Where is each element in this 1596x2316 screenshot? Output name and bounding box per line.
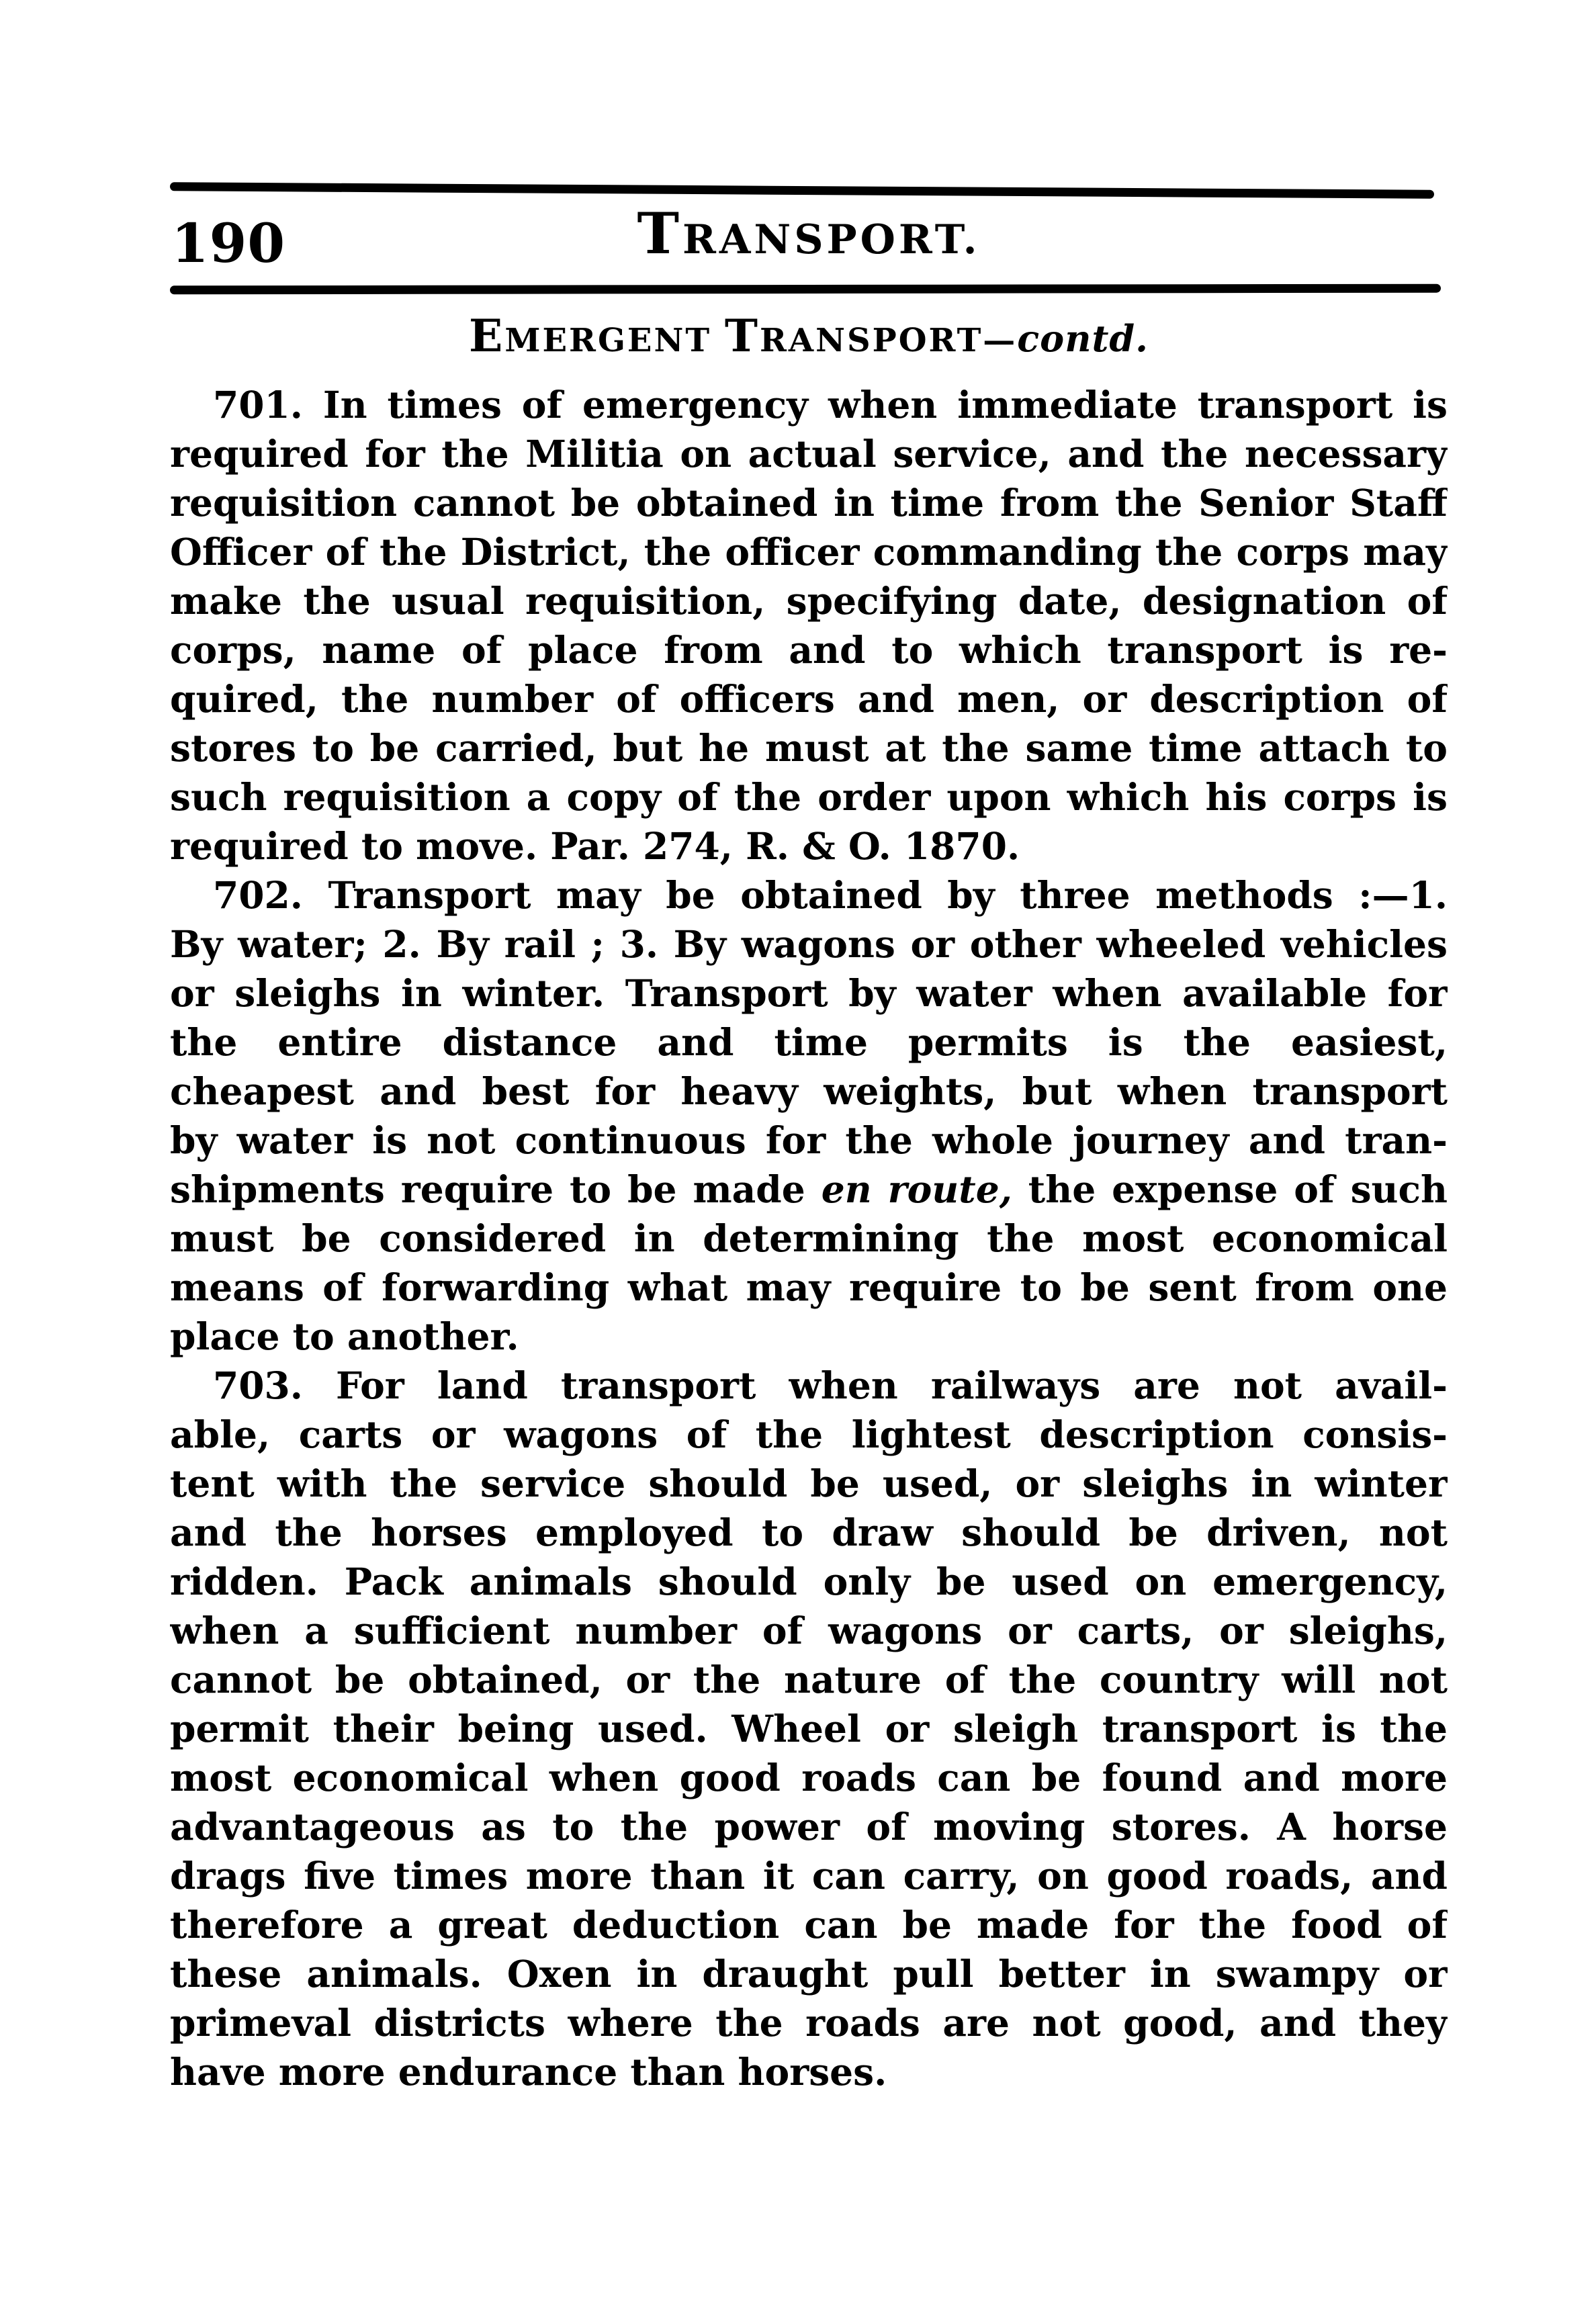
text-segment: 701. In times of emergency when immediate transport is (213, 383, 1448, 427)
section-word1-initial: E (469, 310, 505, 362)
paragraph-701-line-1 (170, 380, 1448, 429)
header-top-rule (170, 182, 1434, 198)
text-segment: shipments require to be made (170, 1167, 822, 1211)
section-word-space (711, 322, 725, 359)
section-word2-rest: RANSPORT (759, 322, 983, 359)
paragraph-702-line-6 (170, 1116, 1448, 1165)
paragraph-702-line-8 (170, 1214, 1448, 1263)
text-segment: drags five times more than it can carry, on good roads, and (170, 1854, 1448, 1898)
paragraph-703-line-6 (170, 1606, 1448, 1655)
paragraph-701-line-9 (170, 772, 1448, 821)
paragraph-703-line-12 (170, 1900, 1448, 1949)
paragraph-701-line-6 (170, 625, 1448, 674)
page-header (170, 200, 1448, 275)
paragraph-701-line-7 (170, 674, 1448, 723)
text-segment: primeval districts where the roads are not good, and they (170, 2001, 1448, 2045)
paragraph-701-line-5 (170, 576, 1448, 625)
running-title-rest: RANSPORT. (682, 216, 981, 263)
text-segment: required for the Militia on actual service, and the necessary (170, 432, 1448, 476)
paragraph-702-line-10 (170, 1312, 1448, 1361)
paragraph-703-line-15 (170, 2047, 1448, 2096)
paragraph-702-line-9 (170, 1263, 1448, 1312)
paragraph-702-line-4 (170, 1018, 1448, 1067)
text-segment: or sleighs in winter. Transport by water when available for (170, 971, 1448, 1015)
text-segment: when a sufficient number of wagons or carts, or sleighs, (170, 1609, 1448, 1652)
text-segment: the expense of such (1012, 1167, 1448, 1211)
text-segment: place to another. (170, 1315, 519, 1358)
paragraph-703-line-9 (170, 1753, 1448, 1802)
text-segment: therefore a great deduction can be made for the food of (170, 1903, 1448, 1947)
paragraph-701-line-4 (170, 527, 1448, 576)
text-segment: requisition cannot be obtained in time from the Senior Staff (170, 481, 1448, 525)
paragraph-703-line-14 (170, 1998, 1448, 2047)
text-segment: cheapest and best for heavy weights, but when transport (170, 1069, 1448, 1113)
text-segment: advantageous as to the power of moving stores. A horse (170, 1805, 1448, 1849)
paragraph-703-line-8 (170, 1704, 1448, 1753)
paragraph-703-line-7 (170, 1655, 1448, 1704)
paragraph-702-line-5 (170, 1067, 1448, 1116)
text-segment: make the usual requisition, specifying date, designation of (170, 579, 1448, 623)
section-dash: — (983, 322, 1018, 359)
text-segment: means of forwarding what may require to be sent from one (170, 1265, 1448, 1309)
text-segment: and the horses employed to draw should be driven, not (170, 1511, 1448, 1554)
text-segment: 703. For land transport when railways are not avail- (213, 1364, 1448, 1407)
text-segment: by water is not continuous for the whole journey and tran- (170, 1118, 1448, 1162)
running-title-initial: T (637, 200, 682, 267)
text-segment: corps, name of place from and to which transport is re- (170, 628, 1448, 672)
page-number: 190 (171, 212, 285, 275)
text-segment: ridden. Pack animals should only be used on emergency, (170, 1560, 1448, 1603)
text-segment: most economical when good roads can be found and more (170, 1756, 1448, 1799)
paragraph-701-line-8 (170, 723, 1448, 772)
paragraph-703-line-3 (170, 1459, 1448, 1508)
text-segment: able, carts or wagons of the lightest description consis- (170, 1413, 1448, 1456)
text-segment: required to move. Par. 274, R. & O. 1870. (170, 824, 1020, 868)
running-title (170, 202, 1448, 282)
paragraph-703-line-1 (170, 1361, 1448, 1410)
section-contd-label: contd. (1017, 317, 1149, 360)
text-segment: must be considered in determining the most economical (170, 1216, 1448, 1260)
paragraph-701-line-2 (170, 429, 1448, 478)
paragraph-703-line-13 (170, 1949, 1448, 1998)
italic-phrase: en route, (821, 1167, 1012, 1211)
section-word1-rest: MERGENT (504, 322, 712, 359)
header-divider-rule (170, 284, 1441, 295)
paragraph-701-line-10 (170, 821, 1448, 871)
paragraph-703-line-2 (170, 1410, 1448, 1459)
section-word2-initial: T (724, 310, 760, 362)
text-segment: 702. Transport may be obtained by three methods :—1. (213, 873, 1448, 917)
text-segment: such requisition a copy of the order upon which his corps is (170, 775, 1448, 819)
paragraph-702-line-1 (170, 871, 1448, 920)
text-segment: quired, the number of officers and men, or description of (170, 677, 1448, 721)
text-segment: cannot be obtained, or the nature of the country will not (170, 1658, 1448, 1701)
paragraph-702-line-2 (170, 920, 1448, 969)
paragraph-703-line-4 (170, 1508, 1448, 1557)
text-segment: these animals. Oxen in draught pull better in swampy or (170, 1952, 1448, 1996)
paragraph-701-line-3 (170, 478, 1448, 527)
paragraph-702-line-3 (170, 969, 1448, 1018)
section-heading (170, 308, 1448, 376)
paragraph-702-line-7 (170, 1165, 1448, 1214)
text-segment: Officer of the District, the officer commanding the corps may (170, 530, 1448, 574)
body-text (170, 380, 1448, 2096)
text-segment: the entire distance and time permits is the easiest, (170, 1020, 1448, 1064)
text-segment: By water; 2. By rail ; 3. By wagons or other wheeled vehicles (170, 922, 1448, 966)
text-segment: tent with the service should be used, or sleighs in winter (170, 1462, 1448, 1505)
text-segment: have more endurance than horses. (170, 2050, 887, 2094)
paragraph-703-line-5 (170, 1557, 1448, 1606)
paragraph-703-line-11 (170, 1851, 1448, 1900)
paragraph-703-line-10 (170, 1802, 1448, 1851)
text-segment: permit their being used. Wheel or sleigh transport is the (170, 1707, 1448, 1750)
text-segment: stores to be carried, but he must at the same time attach to (170, 726, 1448, 770)
